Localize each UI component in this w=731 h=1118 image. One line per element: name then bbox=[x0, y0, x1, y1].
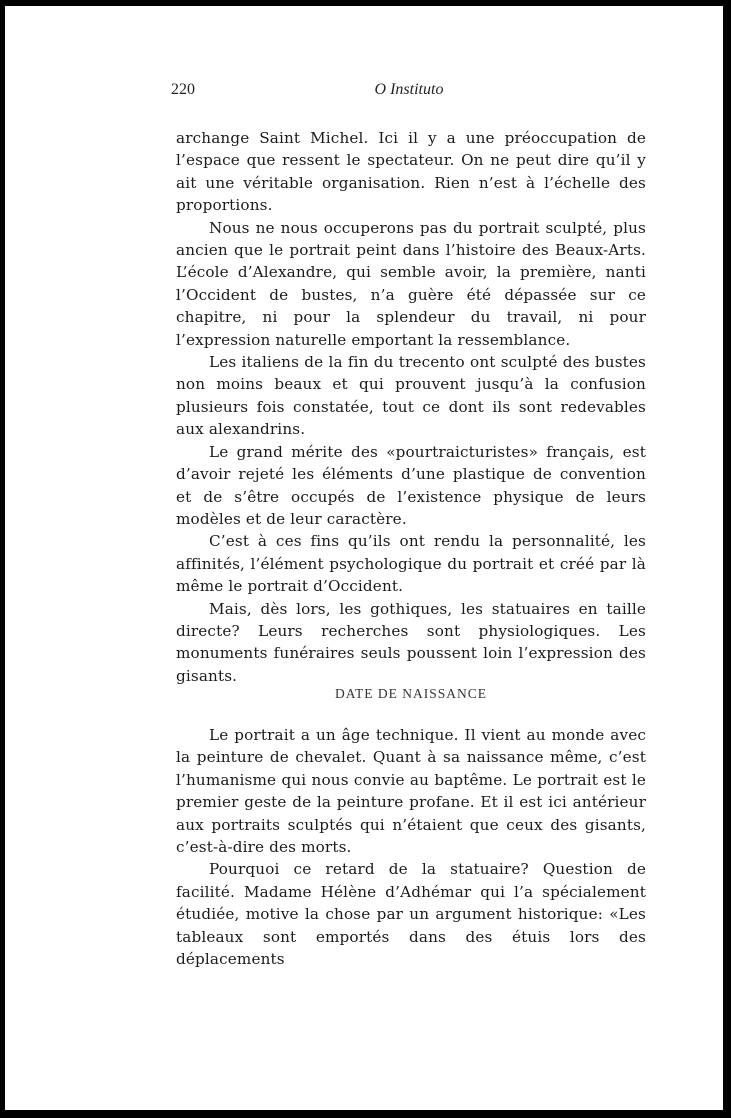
book-page bbox=[5, 6, 723, 1110]
paragraph: archange Saint Michel. Ici il y a une préoccupation de l’espace que ressent le spectateur. On ne peut dire qu’il y ait une véritable organisation. Rien n’est à l’échelle des proportions. bbox=[176, 129, 646, 215]
paragraph: Pourquoi ce retard de la statuaire? Question de facilité. Madame Hélène d’Adhémar qui l’a spécialement étudiée, motive la chose par un argument historique: «Les tableaux sont emportés dans des étuis lors des déplacements bbox=[176, 860, 646, 969]
page-header bbox=[171, 81, 647, 103]
paragraph: Mais, dès lors, les gothiques, les statuaires en taille directe? Leurs recherches sont physiologiques. Les monuments funéraires seuls poussent loin l’expression des gisants. bbox=[176, 599, 646, 685]
paragraph: Les italiens de la fin du trecento ont sculpté des bustes non moins beaux et qui prouvent jusqu’à la confusion plusieurs fois constatée, tout ce dont ils sont redevables aux alexandrins. bbox=[176, 353, 646, 439]
running-title: O Instituto bbox=[374, 81, 444, 98]
page-number: 220 bbox=[171, 81, 195, 98]
paragraph: C’est à ces fins qu’ils ont rendu la personnalité, les affinités, l’élément psychologique du portrait et créé par là même le portrait d’Occident. bbox=[176, 532, 646, 596]
body-text-bottom bbox=[176, 724, 646, 970]
paragraph: Le portrait a un âge technique. Il vient au monde avec la peinture de chevalet. Quant à sa naissance même, c’est l’humanisme qui nous convie au baptême. Le portrait est le premier geste de la peinture profane. Et il est ici antérieur aux portraits sculptés qui n’étaient que ceux des gisants, c’est-à-dire des morts. bbox=[176, 726, 646, 857]
paragraph: Le grand mérite des «pourtraicturistes» français, est d’avoir rejeté les éléments d’une plastique de convention et de s’être occupés de l’existence physique de leurs modèles et de leur caractère. bbox=[176, 442, 646, 528]
section-heading: DATE DE NAISSANCE bbox=[335, 686, 487, 701]
body-text-top bbox=[176, 127, 646, 687]
paragraph: Nous ne nous occuperons pas du portrait sculpté, plus ancien que le portrait peint dans l’histoire des Beaux-Arts. L’école d’Alexandre, qui semble avoir, la première, nanti l’Occident de bustes, n’a guère été dépassée sur ce chapitre, ni pour la splendeur du travail, ni pour l’expression naturelle emportant la ressemblance. bbox=[176, 218, 646, 349]
